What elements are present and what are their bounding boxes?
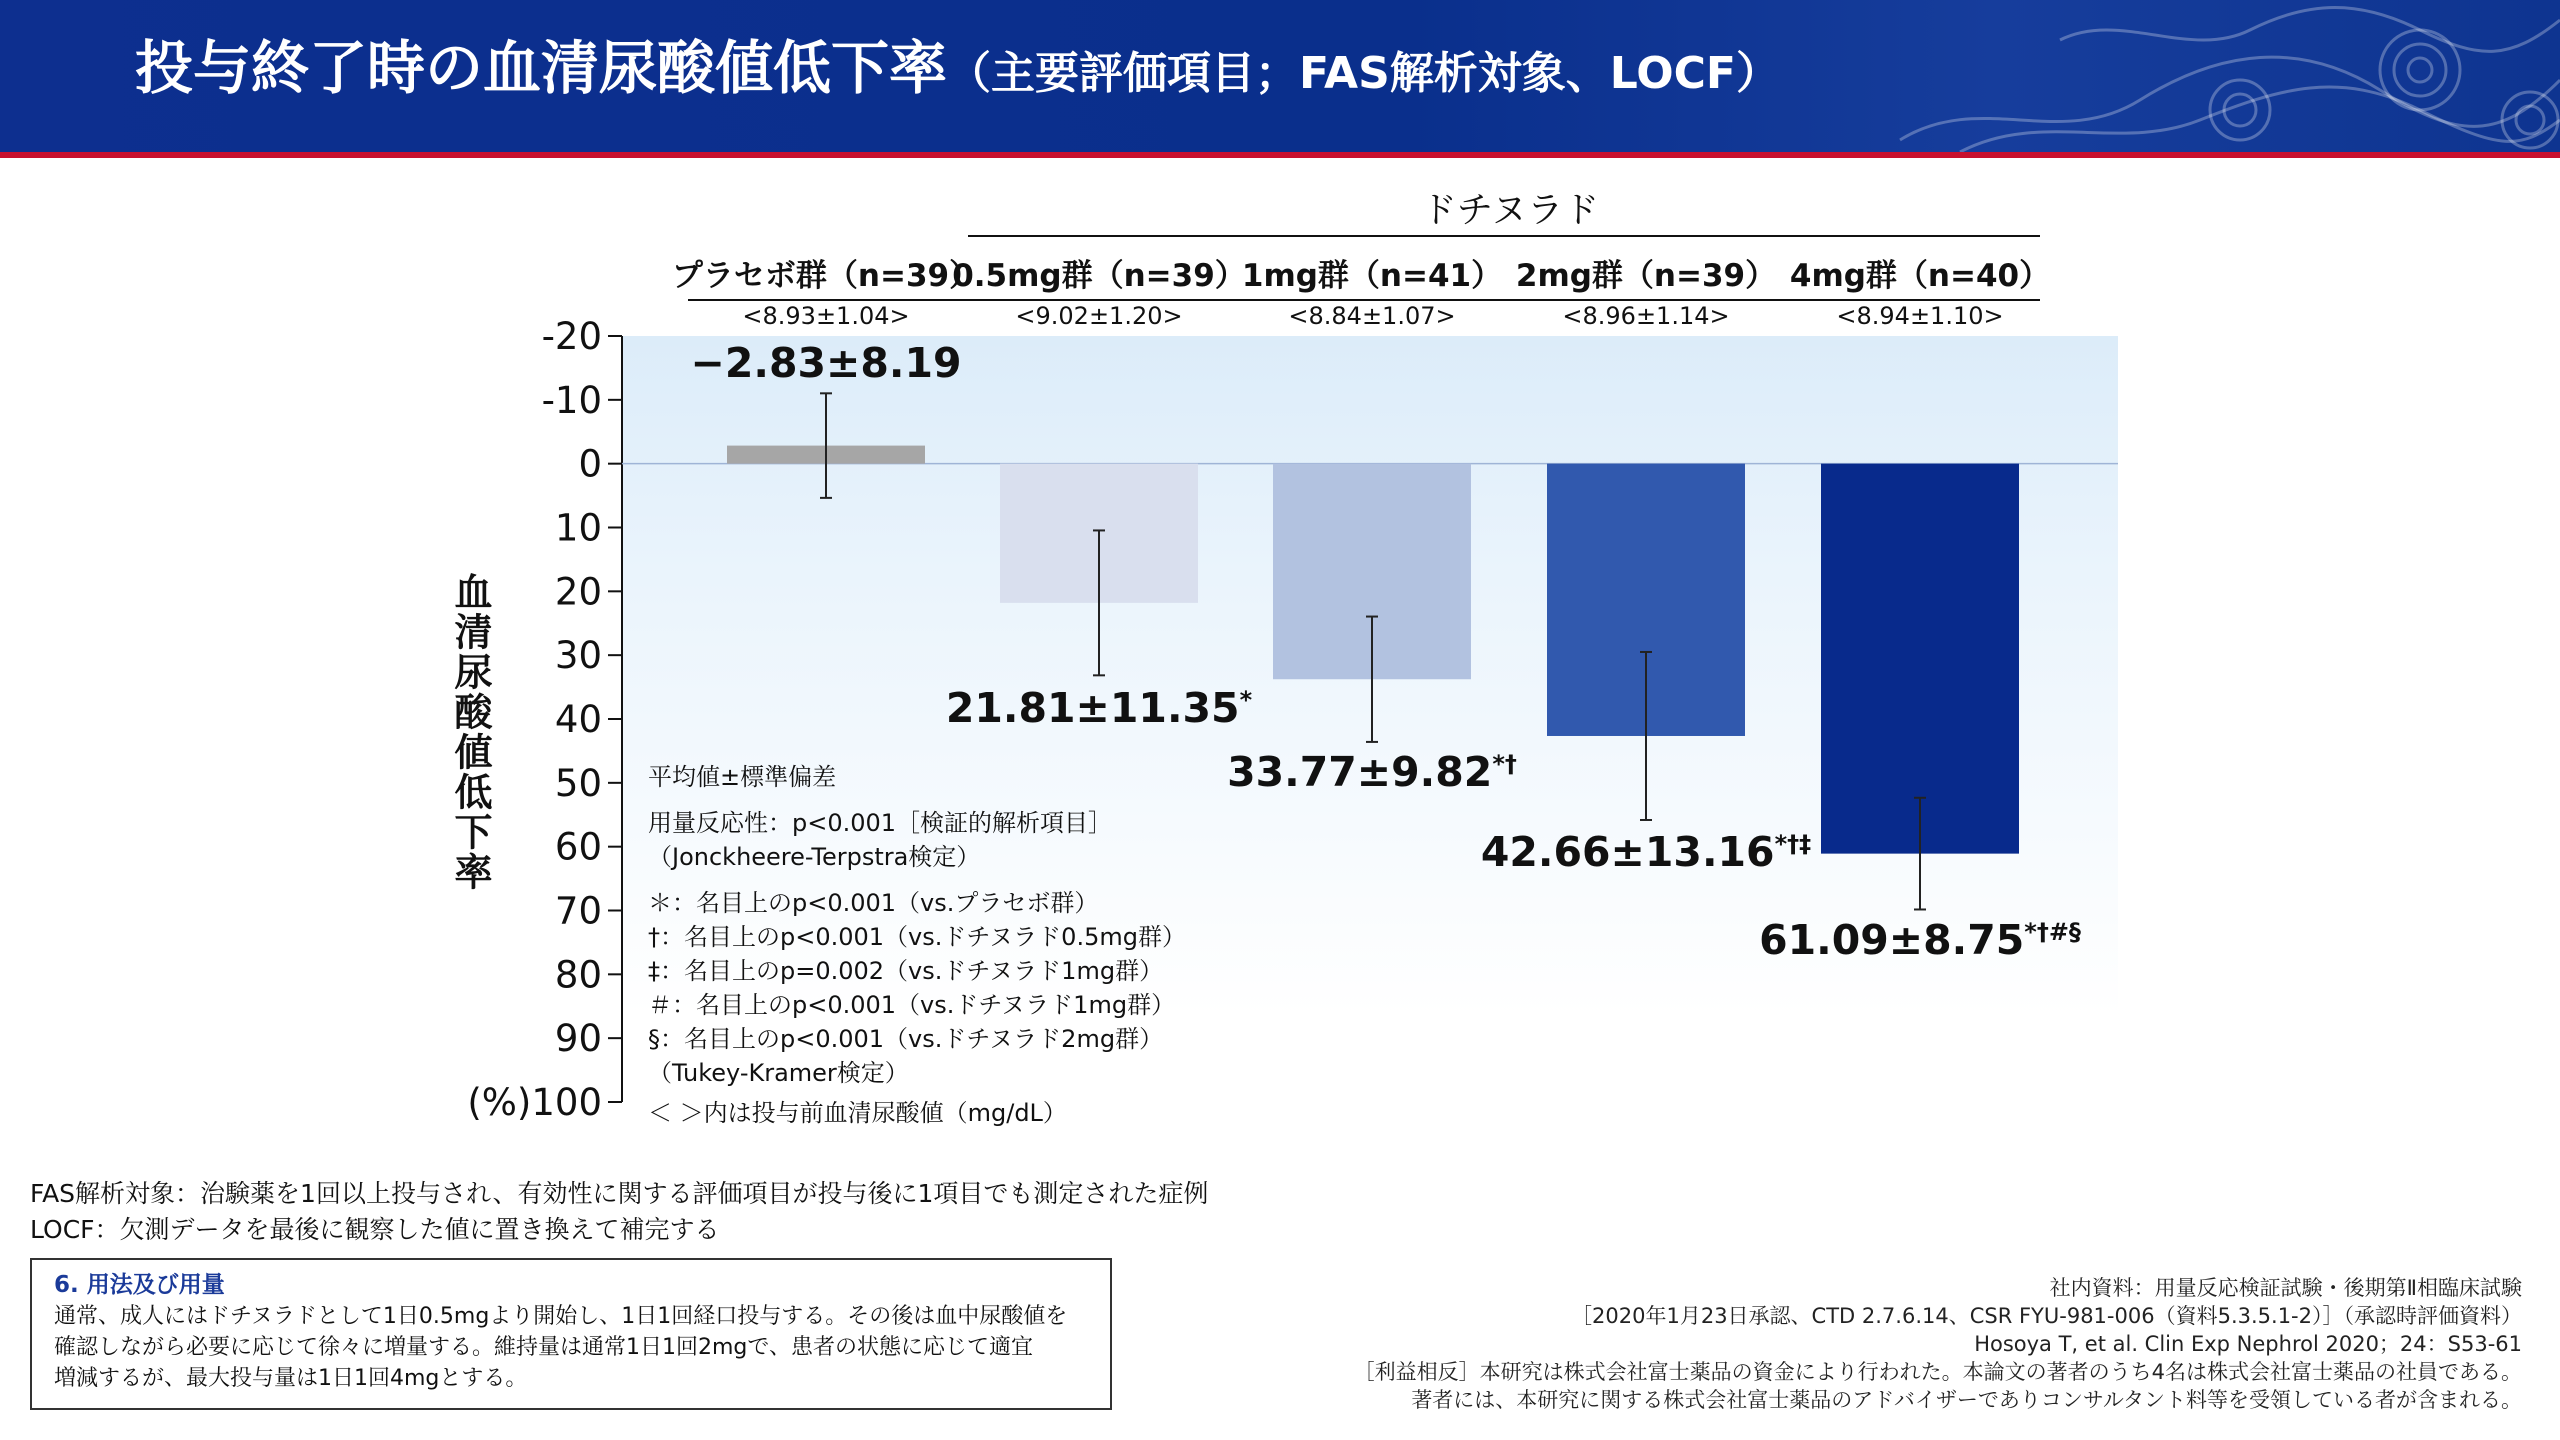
statistics-notes xyxy=(648,760,1368,1130)
data-value-label: 61.09±8.75*†#§ xyxy=(1759,916,2081,964)
note-star: ＊：名目上のp<0.001（vs.プラセボ群） xyxy=(648,889,1099,917)
significance-mark: *† xyxy=(1492,750,1517,778)
y-tick-label: 50 xyxy=(554,761,602,805)
references xyxy=(1354,1274,2522,1414)
group-header-label: ドチヌラド xyxy=(1420,190,1600,231)
note-hash: ＃：名目上のp<0.001（vs.ドチヌラド1mg群） xyxy=(648,991,1176,1019)
reference-paper: Hosoya T, et al. Clin Exp Nephrol 2020；24：S53-61 xyxy=(1974,1332,2522,1356)
baseline-label: <9.02±1.20> xyxy=(1015,302,1183,330)
note-dose-response: 用量反応性：p<0.001［検証的解析項目］ xyxy=(648,809,1113,837)
dosage-line: 通常、成人にはドチヌラドとして1日0.5mgより開始し、1日1回経口投与する。その後は血中尿酸値を xyxy=(54,1304,1068,1329)
category-label: 0.5mg群（n=39） xyxy=(952,258,1246,294)
page-title-main: 投与終了時の血清尿酸値低下率 xyxy=(135,34,948,102)
category-label: 2mg群（n=39） xyxy=(1515,258,1777,294)
baseline-label: <8.96±1.14> xyxy=(1562,302,1730,330)
y-tick-label: 80 xyxy=(554,953,602,997)
dosage-line: 確認しながら必要に応じて徐々に増量する。維持量は通常1日1回2mgで、患者の状態に応じて適宜 xyxy=(54,1335,1033,1360)
data-value-label: 42.66±13.16*†‡ xyxy=(1480,828,1812,876)
y-tick-label: 60 xyxy=(554,825,602,869)
dosage-title: 6. 用法及び用量 xyxy=(54,1272,225,1298)
note-tukey: （Tukey-Kramer検定） xyxy=(648,1059,909,1087)
y-tick-label: -10 xyxy=(541,378,602,422)
definition-locf: LOCF：欠測データを最後に観察した値に置き換えて補完する xyxy=(30,1215,720,1244)
reference-coi: ［利益相反］本研究は株式会社富士薬品の資金により行われた。本論文の著者のうち4名は株式会社富士薬品の社員である。 xyxy=(1353,1360,2522,1384)
y-tick-label: 10 xyxy=(554,506,602,550)
data-value-label: 33.77±9.82*† xyxy=(1227,748,1517,796)
data-value-label: 21.81±11.35* xyxy=(945,684,1253,732)
note-dagger: †：名目上のp<0.001（vs.ドチヌラド0.5mg群） xyxy=(648,923,1186,951)
y-tick-label: 20 xyxy=(554,570,602,614)
note-dose-response-test: （Jonckheere-Terpstra検定） xyxy=(648,843,981,871)
dosage-body xyxy=(54,1301,1088,1394)
note-double-dagger: ‡：名目上のp=0.002（vs.ドチヌラド1mg群） xyxy=(648,957,1164,985)
y-axis-title: 血清尿酸値低下率 xyxy=(448,572,492,892)
data-value-label: −2.83±8.19 xyxy=(690,339,962,387)
note-mean-sd: 平均値±標準偏差 xyxy=(648,763,837,791)
y-tick-label: -20 xyxy=(541,315,602,358)
definitions xyxy=(30,1176,1208,1248)
y-tick-label: 90 xyxy=(554,1017,602,1061)
category-label: 4mg群（n=40） xyxy=(1789,258,2051,294)
y-tick-label: 30 xyxy=(554,634,602,678)
baseline-label: <8.94±1.10> xyxy=(1836,302,2004,330)
dosage-line: 増減するが、最大投与量は1日1回4mgとする。 xyxy=(54,1366,528,1391)
definition-fas: FAS解析対象：治験薬を1回以上投与され、有効性に関する評価項目が投与後に1項目でも測定された症例 xyxy=(30,1179,1209,1208)
category-label: プラセボ群（n=39） xyxy=(671,258,981,294)
y-tick-label: (%)100 xyxy=(467,1081,602,1124)
significance-mark: *†‡ xyxy=(1774,830,1812,858)
reference-internal: 社内資料：用量反応検証試験・後期第Ⅱ相臨床試験 xyxy=(2049,1276,2522,1300)
category-label: 1mg群（n=41） xyxy=(1241,258,1503,294)
baseline-label: <8.84±1.07> xyxy=(1288,302,1456,330)
y-tick-label: 70 xyxy=(554,889,602,933)
dosage-box xyxy=(30,1258,1112,1410)
bar xyxy=(1821,464,2019,854)
note-baseline: ＜ ＞内は投与前血清尿酸値（mg/dL） xyxy=(648,1099,1067,1127)
y-tick-label: 40 xyxy=(554,698,602,741)
page-title-sub: （主要評価項目；FAS解析対象、LOCF） xyxy=(947,48,1780,99)
significance-mark: * xyxy=(1239,686,1253,714)
reference-coi-2: 著者には、本研究に関する株式会社富士薬品のアドバイザーでありコンサルタント料等を受領している者が含まれる。 xyxy=(1411,1388,2522,1412)
reference-approval: ［2020年1月23日承認、CTD 2.7.6.14、CSR FYU-981-006（資料5.3.5.1-2）］（承認時評価資料） xyxy=(1571,1304,2522,1328)
y-tick-label: 0 xyxy=(578,442,602,486)
significance-mark: *†#§ xyxy=(2024,918,2081,946)
baseline-label: <8.93±1.04> xyxy=(742,302,910,330)
note-section: §：名目上のp<0.001（vs.ドチヌラド2mg群） xyxy=(648,1025,1164,1053)
